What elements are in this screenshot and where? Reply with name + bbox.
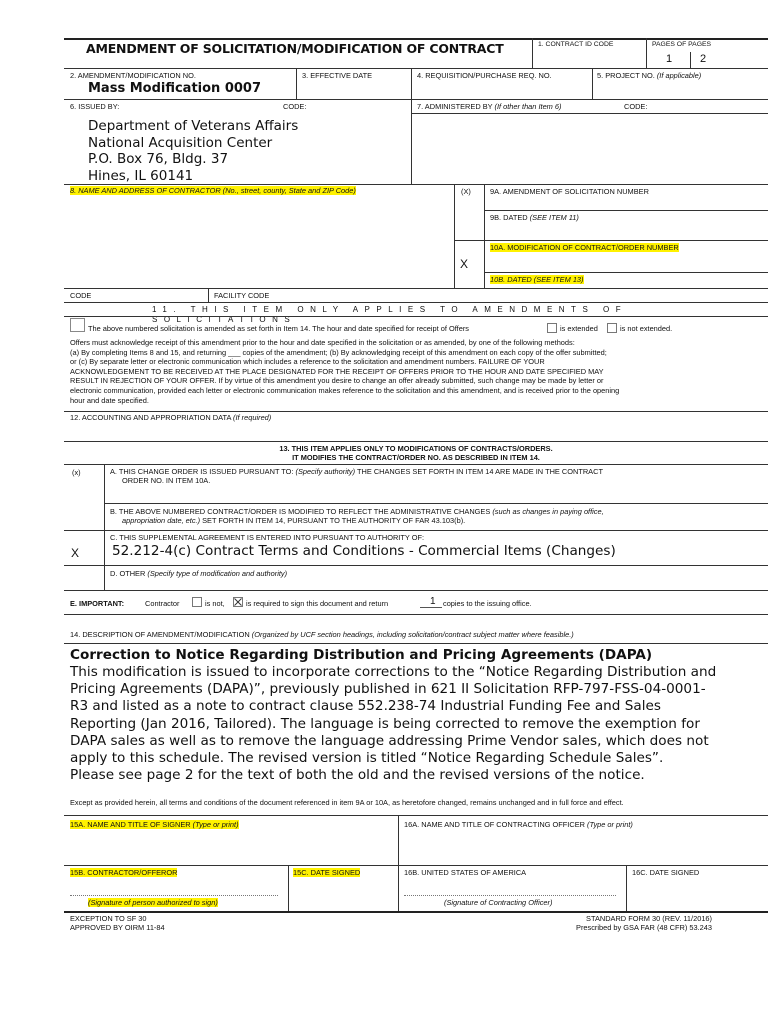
copies-count: 1 (430, 596, 436, 607)
item-13-title-line: 13. THIS ITEM APPLIES ONLY TO MODIFICATIONS OF CONTRACTS/ORDERS. (279, 444, 553, 453)
contractor-date-label: 15C. DATE SIGNED (293, 868, 361, 877)
x-mark-icon (234, 598, 242, 606)
facility-code-label: FACILITY CODE (214, 291, 270, 300)
item-13c: C. THIS SUPPLEMENTAL AGREEMENT IS ENTERED INTO PURSUANT TO AUTHORITY OF: (110, 533, 425, 542)
extended-checkbox[interactable] (547, 323, 557, 333)
description-line: apply to this schedule. The revised version is titled “Notice Regarding Schedule Sales”. (70, 750, 664, 767)
extended-label: is extended (560, 324, 598, 333)
issuer-line: P.O. Box 76, Bldg. 37 (88, 151, 229, 167)
item-11-title: 11. THIS ITEM ONLY APPLIES TO AMENDMENTS OF SOLICITATIONS (152, 305, 628, 324)
contractor-required-checkbox[interactable] (233, 597, 243, 607)
instruction-line: hour and date specified. (70, 395, 149, 405)
description-heading: Correction to Notice Regarding Distribution and Pricing Agreements (DAPA) (70, 647, 653, 663)
description-line: R3 and listed as a note to contract clause 552.238-74 Industrial Funding Fee and Sales (70, 698, 661, 715)
project-no-label: 5. PROJECT NO. (If applicable) (597, 71, 702, 80)
description-line: Pricing Agreements (DAPA)”, previously published in 621 II Solicitation RFP-797-FSS-04-0001- (70, 681, 706, 698)
item-13a: A. THIS CHANGE ORDER IS ISSUED PURSUANT TO: (Specify authority) THE CHANGES SET FORTH IN ITEM 14 ARE MADE IN THE CONTRACT ORDER NO. IN ITEM 10A. (110, 467, 603, 485)
page-count: 2 (700, 53, 707, 65)
contractor-is-not-checkbox[interactable] (192, 597, 202, 607)
item-10b-label: 10B. DATED (SEE ITEM 13) (490, 275, 584, 284)
form-title: AMENDMENT OF SOLICITATION/MODIFICATION OF CONTRACT (86, 41, 504, 56)
footer-left-line: EXCEPTION TO SF 30 (70, 914, 147, 923)
officer-signature-line[interactable] (404, 895, 616, 896)
contract-id-label: 1. CONTRACT ID CODE (538, 41, 614, 48)
pages-label: PAGES OF PAGES (652, 41, 712, 48)
requisition-label: 4. REQUISITION/PURCHASE REQ. NO. (417, 71, 552, 80)
contractor-offeror-label: 15B. CONTRACTOR/OFFEROR (70, 868, 178, 877)
contractor-label: 8. NAME AND ADDRESS OF CONTRACTOR (No., street, county, State and ZIP Code) (70, 186, 356, 195)
item-14-label: 14. DESCRIPTION OF AMENDMENT/MODIFICATION (Organized by UCF section headings, including solicitation/contract subject matter where feasible.) (70, 630, 574, 639)
x-col-label-13: (x) (72, 468, 81, 477)
footer-right-line: Prescribed by GSA FAR (48 CFR) 53.243 (576, 923, 712, 932)
signer-name-label: 15A. NAME AND TITLE OF SIGNER (Type or print) (70, 820, 239, 829)
except-clause: Except as provided herein, all terms and conditions of the document referenced in item 9A or 10A, as heretofore changed, remains unchanged and in full force and effect. (70, 798, 624, 807)
contractor-code-label: CODE (70, 291, 92, 300)
administered-by-label: 7. ADMINISTERED BY (If other than Item 6) (417, 102, 562, 111)
item-10a-mark: X (460, 257, 469, 271)
item-13-title-line: IT MODIFIES THE CONTRACT/ORDER NO. AS DESCRIBED IN ITEM 14. (292, 453, 540, 462)
page-number: 1 (666, 53, 673, 65)
description-body (70, 664, 765, 784)
footer-left-line: APPROVED BY OIRM 11-84 (70, 923, 165, 932)
item-11-line1: The above numbered solicitation is amended as set forth in Item 14. The hour and date specified for receipt of Offers (88, 324, 469, 333)
description-line: Reporting (Jan 2016, Tailored). The language is being corrected to remove the exemption for (70, 715, 700, 732)
officer-date-label: 16C. DATE SIGNED (632, 868, 700, 877)
officer-name-label: 16A. NAME AND TITLE OF CONTRACTING OFFICER (Type or print) (404, 820, 633, 829)
issuer-address (88, 118, 298, 184)
issuer-line: Department of Veterans Affairs (88, 118, 299, 134)
instruction-line: RESULT IN REJECTION OF YOUR OFFER. If by virtue of this amendment you desire to change an offer already submitted, such change may be made by letter or (70, 376, 604, 386)
item-11-instructions (70, 338, 765, 405)
item-9b-label: 9B. DATED (SEE ITEM 11) (490, 213, 579, 222)
instruction-line: Offers must acknowledge receipt of this amendment prior to the hour and date specified in the solicitation or as amended, by one of the following methods: (70, 338, 575, 347)
important-label: E. IMPORTANT: (70, 599, 125, 608)
issued-by-label: 6. ISSUED BY: (70, 102, 120, 111)
is-required-label: is required to sign this document and return (246, 599, 389, 608)
contractor-signature-line[interactable] (70, 895, 278, 896)
not-extended-checkbox[interactable] (607, 323, 617, 333)
instruction-line: (a) By completing Items 8 and 15, and returning ___ copies of the amendment; (b) By acknowledging receipt of this amendment on each copy of the offer submitted; (70, 347, 607, 357)
admin-code-label: CODE: (624, 102, 648, 111)
x-column-label: (X) (461, 187, 471, 196)
amendment-no-label: 2. AMENDMENT/MODIFICATION NO. (70, 71, 196, 80)
item-13c-mark: X (71, 546, 80, 560)
copies-tail: copies to the issuing office. (443, 599, 532, 608)
footer-right (540, 914, 712, 932)
description-line: This modification is issued to incorporate corrections to the “Notice Regarding Distribution and (70, 664, 717, 680)
item-13d: D. OTHER (Specify type of modification and authority) (110, 569, 288, 578)
item-13c-authority: 52.212-4(c) Contract Terms and Conditions - Commercial Items (Changes) (112, 543, 616, 559)
instruction-line: electronic communication, provided each letter or electronic communication makes reference to the solicitation and this amendment, and is received prior to the opening (70, 385, 620, 395)
accounting-label: 12. ACCOUNTING AND APPROPRIATION DATA (If required) (70, 413, 272, 422)
item-13-title (64, 444, 768, 462)
description-line: DAPA sales as well as to remove the language addressing Prime Vendor sales, which does not (70, 732, 709, 749)
is-not-label: is not, (205, 599, 225, 608)
usa-label: 16B. UNITED STATES OF AMERICA (404, 868, 527, 877)
not-extended-label: is not extended. (620, 324, 673, 333)
item-9a-label: 9A. AMENDMENT OF SOLICITATION NUMBER (490, 187, 649, 196)
item-13b: B. THE ABOVE NUMBERED CONTRACT/ORDER IS MODIFIED TO REFLECT THE ADMINISTRATIVE CHANGES (such as changes in paying office, appropriation date, etc.) SET FORTH IN ITEM 14, PURSUANT TO THE AUTHORITY OF FAR 43.103(b). (110, 507, 604, 525)
item-10a-label: 10A. MODIFICATION OF CONTRACT/ORDER NUMBER (490, 243, 679, 252)
issuer-line: National Acquisition Center (88, 134, 273, 151)
signature-officer-caption: (Signature of Contracting Officer) (444, 898, 553, 907)
instruction-line: or (c) By separate letter or electronic communication which includes a reference to the solicitation and amendment numbers. FAILURE OF YOUR (70, 357, 545, 367)
solicitation-amended-checkbox[interactable] (70, 318, 85, 332)
effective-date-label: 3. EFFECTIVE DATE (302, 71, 373, 80)
issued-code-label: CODE: (283, 102, 307, 111)
signature-person-caption: (Signature of person authorized to sign) (88, 898, 218, 907)
footer-right-line: STANDARD FORM 30 (REV. 11/2016) (586, 914, 712, 923)
contractor-word: Contractor (145, 599, 180, 608)
description-line: Please see page 2 for the text of both the old and the revised versions of the notice. (70, 767, 645, 784)
instruction-line: ACKNOWLEDGEMENT TO BE RECEIVED AT THE PLACE DESIGNATED FOR THE RECEIPT OF OFFERS PRIOR TO THE HOUR AND DATE SPECIFIED MAY (70, 366, 604, 376)
footer-left (70, 914, 165, 932)
amendment-no-value: Mass Modification 0007 (88, 81, 262, 96)
issuer-line: Hines, IL 60141 (88, 167, 194, 184)
